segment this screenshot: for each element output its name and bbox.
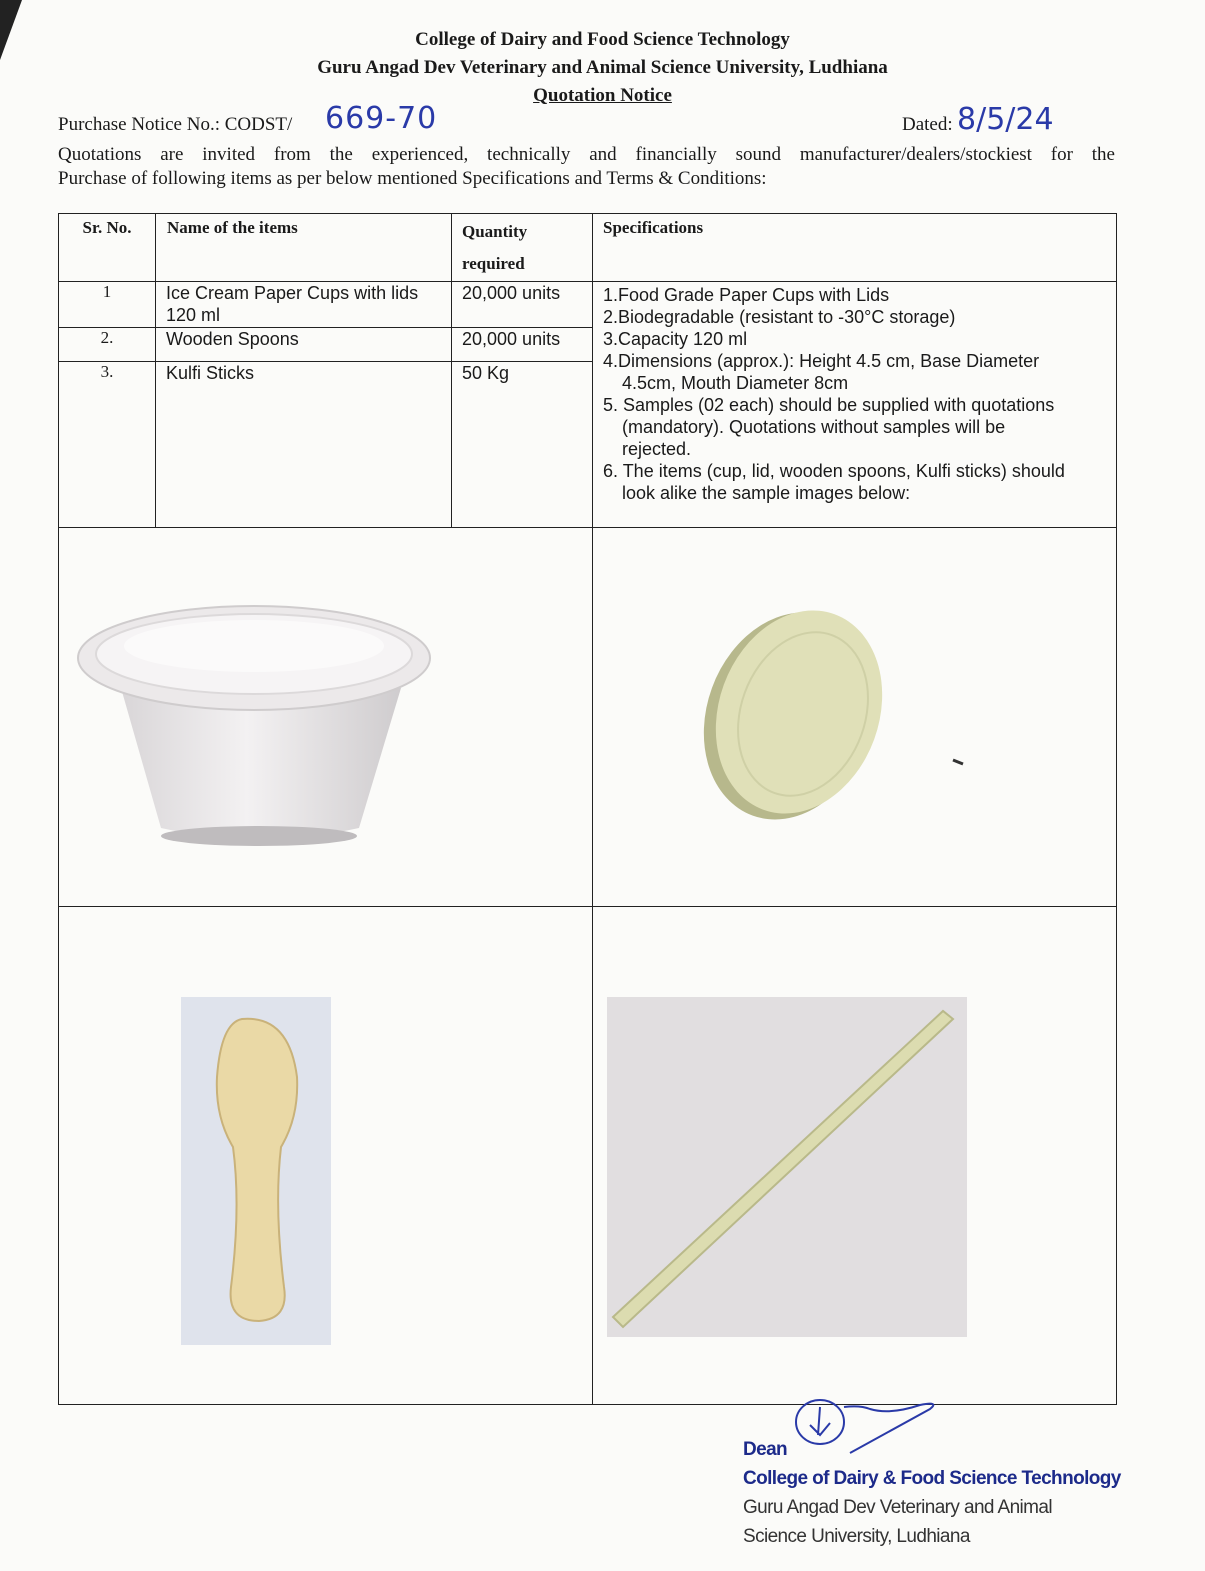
- kulfi-stick-photo: [593, 907, 1117, 1404]
- row-sr: 2.: [59, 328, 156, 362]
- image-row-2: [59, 907, 1117, 1405]
- purchase-notice-number: [58, 101, 438, 136]
- purchase-notice-label: Purchase Notice No.: CODST/: [58, 114, 293, 135]
- row-item-name: Wooden Spoons: [156, 328, 452, 362]
- spec-2: 2.Biodegradable (resistant to -30°C storage): [603, 307, 956, 327]
- lid-image-cell: [593, 528, 1117, 907]
- signatory-line-3: Science University, Ludhiana: [743, 1526, 970, 1547]
- items-table: [58, 213, 1117, 1405]
- intro-paragraph: [58, 143, 1115, 191]
- signatory-line-1: College of Dairy & Food Science Technology: [743, 1468, 1121, 1489]
- spec-5b: (mandatory). Quotations without samples will be: [622, 417, 1006, 437]
- item-name-line2: 120 ml: [166, 305, 221, 325]
- row-sr: 1: [59, 282, 156, 328]
- spec-5c: rejected.: [622, 439, 692, 459]
- kulfi-stick-image-cell: [593, 907, 1117, 1405]
- signature-block: [743, 1435, 1121, 1551]
- wooden-spoon-image-cell: [59, 907, 593, 1405]
- signatory-title: Dean: [743, 1439, 788, 1460]
- spec-4b: 4.5cm, Mouth Diameter 8cm: [622, 373, 849, 393]
- row-quantity: 20,000 units: [452, 282, 593, 328]
- paper-cup-photo: [59, 528, 593, 906]
- row-quantity: 20,000 units: [452, 328, 593, 362]
- handwritten-notice-number: 669-70: [325, 101, 438, 136]
- row-item-name: [156, 282, 452, 328]
- row-sr: 3.: [59, 362, 156, 528]
- intro-line-2: Purchase of following items as per below mentioned Specifications and Terms & Conditions:: [58, 168, 767, 189]
- image-row-1: [59, 528, 1117, 907]
- table-row: [59, 282, 1117, 328]
- header-quantity: [452, 214, 593, 282]
- dated-label: Dated:: [902, 114, 953, 135]
- spec-5a: 5. Samples (02 each) should be supplied with quotations: [603, 395, 1055, 415]
- wooden-spoon-photo: [59, 907, 593, 1404]
- spec-6a: 6. The items (cup, lid, wooden spoons, Kulfi sticks) should: [603, 461, 1065, 481]
- table-header-row: [59, 214, 1117, 282]
- spec-3: 3.Capacity 120 ml: [603, 329, 748, 349]
- spec-1: 1.Food Grade Paper Cups with Lids: [603, 285, 890, 305]
- row-quantity: 50 Kg: [452, 362, 593, 528]
- item-name-line1: Ice Cream Paper Cups with lids: [166, 283, 419, 303]
- lid-photo: [593, 528, 1117, 906]
- header-quantity-line2: required: [462, 254, 525, 273]
- handwritten-date: 8/5/24: [957, 102, 1054, 137]
- header-sr-no: Sr. No.: [59, 214, 156, 282]
- signatory-line-2: Guru Angad Dev Veterinary and Animal: [743, 1497, 1052, 1518]
- university-heading: Guru Angad Dev Veterinary and Animal Science University, Ludhiana: [317, 57, 888, 78]
- paper-cup-image-cell: [59, 528, 593, 907]
- notice-date: [902, 102, 1054, 137]
- intro-line-1: Quotations are invited from the experienced, technically and financially sound manufacturer/dealers/stockiest for the: [58, 144, 1115, 165]
- spec-6b: look alike the sample images below:: [622, 483, 911, 503]
- notice-title: Quotation Notice: [533, 85, 672, 106]
- row-item-name: Kulfi Sticks: [156, 362, 452, 528]
- college-heading: College of Dairy and Food Science Technology: [415, 29, 790, 50]
- header-item-name: Name of the items: [156, 214, 452, 282]
- header-specifications: Specifications: [593, 214, 1117, 282]
- spec-4a: 4.Dimensions (approx.): Height 4.5 cm, Base Diameter: [603, 351, 1040, 371]
- specifications-cell: [593, 282, 1117, 528]
- header-quantity-line1: Quantity: [462, 222, 528, 241]
